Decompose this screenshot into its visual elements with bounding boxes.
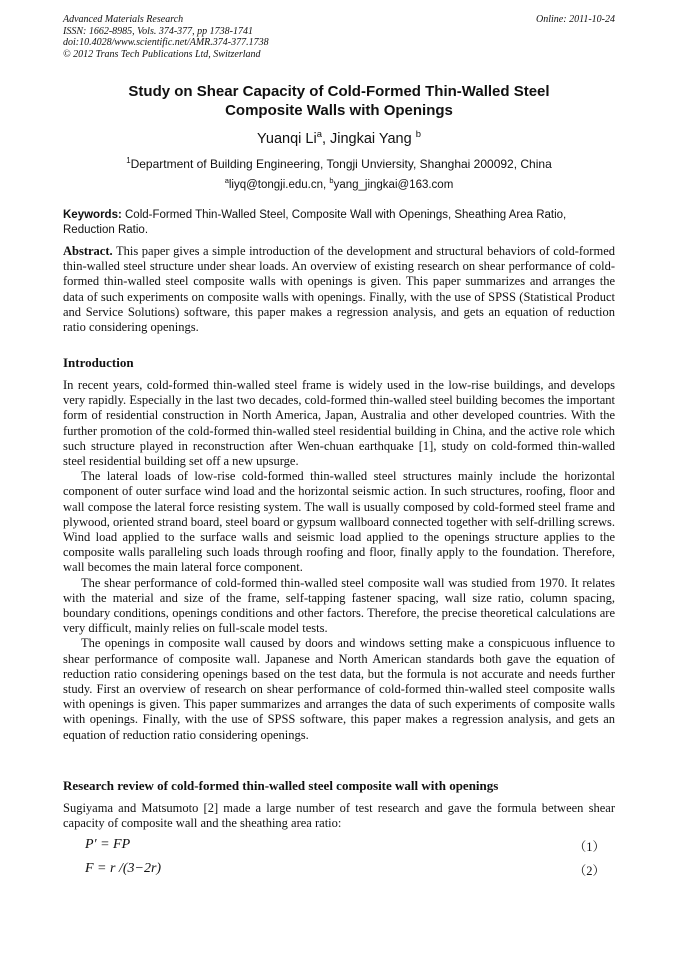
keywords-label: Keywords:	[63, 209, 122, 221]
abstract-text: This paper gives a simple introduction of the development and structural behaviors of cold-formed thin-walled steel structure under shear loads. An overview of existing research on shear performance of cold-formed thin-walled steel composite walls with openings is given. This paper summarizes and arranges the data of such experiments on composite walls with openings. Finally, with the use of SPSS (Statistical Product and Service Solutions) software, this paper makes a regression analysis, and gets an equation of reduction ratio considering openings.	[63, 244, 615, 335]
intro-paragraph-4: The openings in composite wall caused by doors and windows setting make a conspicuous influence to shear performance of composite wall. Japanese and North American standards both gave the equation of reduction ratio considering openings based on the test data, but the formula is not accurate and needs further study. First an overview of research on shear performance of cold-formed thin-walled steel composite walls with openings is given. This paper summarizes and arranges the data of such experiments of composite walls with openings. Finally, with the use of SPSS software, this paper makes a regression analysis, and gets an equation of reduction ratio considering openings.	[63, 636, 615, 742]
author-2-sup: b	[415, 128, 421, 140]
affiliation-sup: 1	[126, 156, 131, 165]
intro-paragraph-3: The shear performance of cold-formed thin-walled steel composite wall was studied from 1970. It relates with the material and size of the frame, self-tapping fastener spacing, wall size ratio, column spacing, boundary conditions, openings conditions and other factors. Therefore, the precise theoretical calculations are very difficult, mainly relies on full-scale model tests.	[63, 575, 615, 636]
journal-name: Advanced Materials Research	[63, 14, 184, 25]
introduction-body	[63, 378, 615, 743]
keywords	[63, 208, 615, 238]
email-a[interactable]: liyq@tongji.edu.cn,	[228, 179, 330, 191]
abstract-label: Abstract.	[63, 244, 113, 258]
title-line-2: Composite Walls with Openings	[225, 102, 453, 119]
intro-paragraph-2: The lateral loads of low-rise cold-formed thin-walled steel structures mainly include the horizontal component of outer surface wind load and the horizontal seismic action. In such structures, roofing, floor and wall compose the lateral force resisting system. The wall is usually composed by cold-formed steel frame and plywood, oriented strand board, steel board or gypsum wallboard connected together with self-drilling screws. Wind load applied to the surface walls and seismic load applied to the openings structure applies to the composite walls paralleling such loads through roofing and floor, finally apply to the foundation. Therefore, wall becomes the main lateral force component.	[63, 469, 615, 575]
author-1-sup: a	[316, 128, 322, 140]
doi-line: doi:10.4028/www.scientific.net/AMR.374-377.1738	[63, 37, 269, 48]
issn-line: ISSN: 1662-8985, Vols. 374-377, pp 1738-1741	[63, 25, 253, 37]
journal-header	[63, 14, 269, 60]
author-1: Yuanqi Li	[257, 131, 317, 147]
email-b-sup: b	[329, 176, 334, 186]
equation-2-expr: F = r /(3−2r)	[85, 861, 162, 876]
research-review-heading: Research review of cold-formed thin-walled steel composite wall with openings	[63, 778, 499, 793]
affiliation	[63, 157, 615, 172]
online-date: Online: 2011-10-24	[536, 14, 615, 25]
author-list	[63, 130, 615, 148]
email-b[interactable]: yang_jingkai@163.com	[333, 179, 454, 191]
equation-2	[85, 861, 615, 877]
title-line-1: Study on Shear Capacity of Cold-Formed Thin-Walled Steel	[128, 83, 550, 100]
paper-title	[63, 82, 615, 120]
abstract	[63, 244, 615, 335]
email-a-sup: a	[224, 176, 229, 186]
keywords-text: Cold-Formed Thin-Walled Steel, Composite Wall with Openings, Sheathing Area Ratio, Reduction Ratio.	[63, 209, 567, 236]
author-2: Jingkai Yang	[330, 131, 416, 147]
intro-paragraph-1: In recent years, cold-formed thin-walled steel frame is widely used in the low-rise buildings, and develops very rapidly. Especially in the last two decades, cold-formed thin-walled steel building becomes the important form of residential construction in North America, Japan, Australia and other developed countries. With the further promotion of the cold-formed thin-walled steel residential building in China, and the active role which such structure played in reconstruction after Wen-chuan earthquake [1], study on cold-formed thin-walled steel residential building set off a new upsurge.	[63, 378, 615, 469]
equation-1	[85, 837, 615, 853]
email-line	[63, 178, 615, 193]
author-separator: ,	[321, 131, 330, 147]
affiliation-text: Department of Building Engineering, Tongji Unviersity, Shanghai 200092, China	[130, 157, 552, 171]
copyright-line: © 2012 Trans Tech Publications Ltd, Switzerland	[63, 48, 261, 60]
equation-1-expr: P′ = FP	[85, 837, 131, 852]
research-review-paragraph: Sugiyama and Matsumoto [2] made a large number of test research and gave the formula between shear capacity of composite wall and the sheathing area ratio:	[63, 801, 615, 831]
equation-1-number: （1）	[573, 840, 605, 854]
introduction-heading: Introduction	[63, 355, 134, 370]
equation-2-number: （2）	[573, 864, 605, 878]
